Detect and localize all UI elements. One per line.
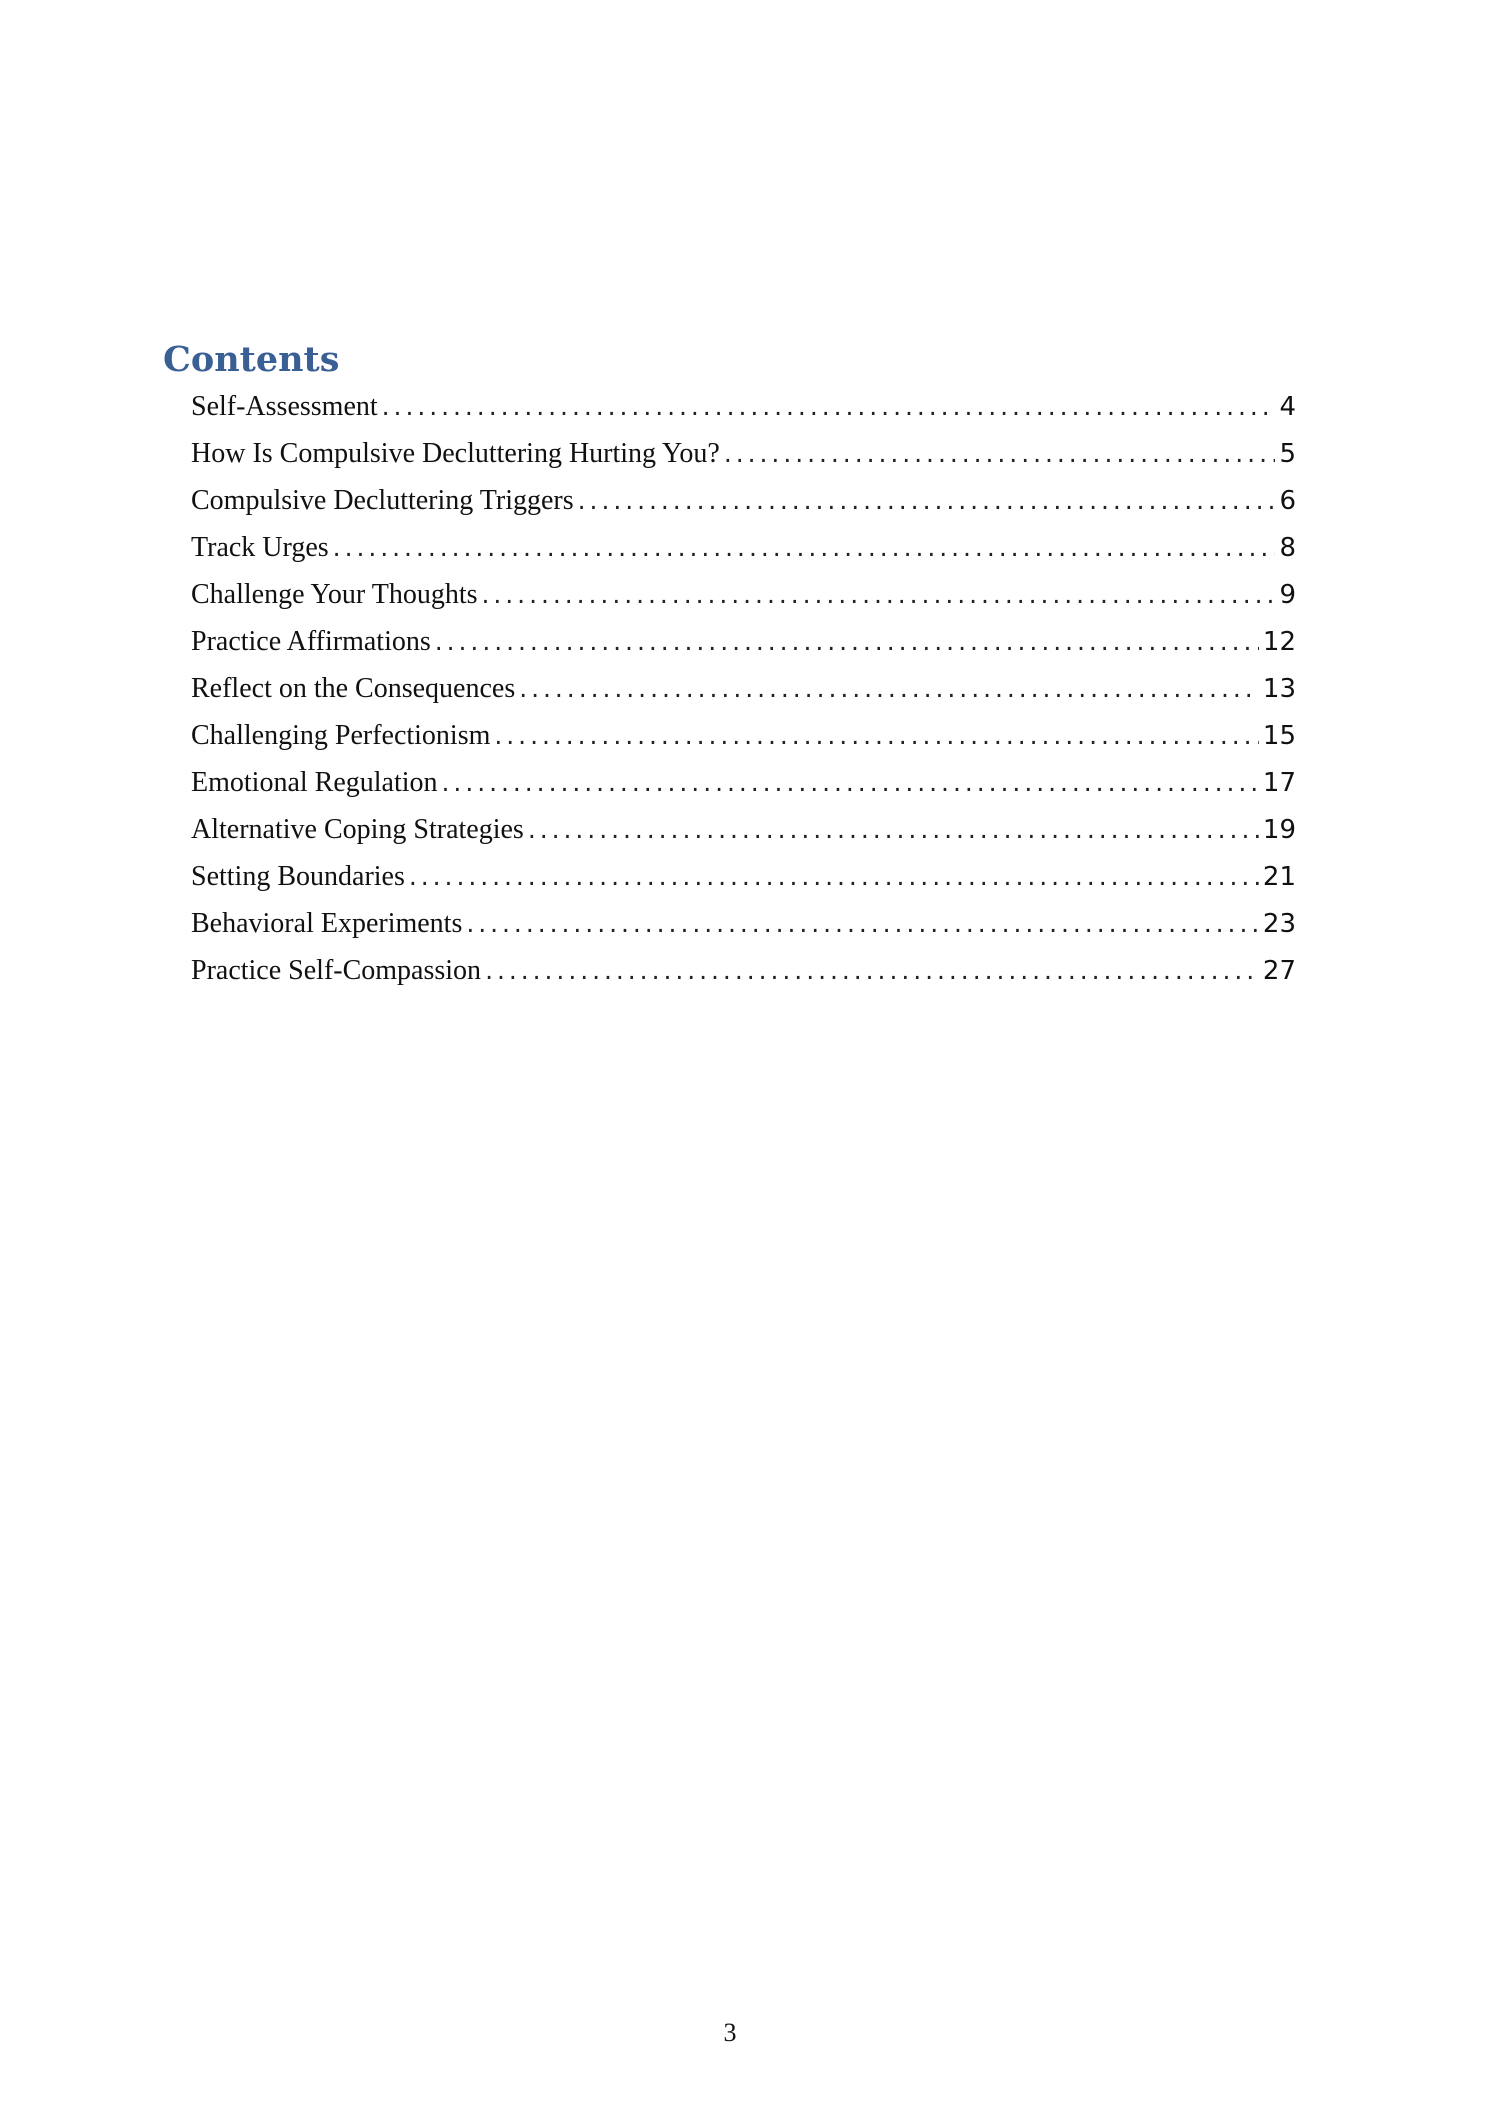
toc-entry-title: Self-Assessment xyxy=(191,391,378,422)
toc-entry-title: Reflect on the Consequences xyxy=(191,673,516,704)
toc-entry-title: Challenge Your Thoughts xyxy=(191,579,478,610)
toc-entry-title: Practice Affirmations xyxy=(191,626,431,657)
toc-dot-leader xyxy=(494,712,1259,759)
table-of-contents xyxy=(191,383,1296,994)
toc-entry[interactable] xyxy=(191,947,1296,994)
toc-dot-leader xyxy=(333,524,1276,571)
toc-entry-page: 6 xyxy=(1279,486,1296,516)
toc-dot-leader xyxy=(578,477,1276,524)
toc-entry-page: 27 xyxy=(1262,956,1296,986)
toc-entry-page: 17 xyxy=(1262,768,1296,798)
toc-dot-leader xyxy=(382,383,1276,430)
toc-entry-page: 8 xyxy=(1279,533,1296,563)
toc-entry[interactable] xyxy=(191,900,1296,947)
toc-dot-leader xyxy=(482,571,1276,618)
toc-entry[interactable] xyxy=(191,430,1296,477)
toc-entry-title: Practice Self-Compassion xyxy=(191,955,482,986)
toc-dot-leader xyxy=(485,947,1259,994)
toc-entry[interactable] xyxy=(191,524,1296,571)
toc-entry[interactable] xyxy=(191,383,1296,430)
toc-entry-page: 9 xyxy=(1279,580,1296,610)
toc-entry-page: 13 xyxy=(1262,674,1296,704)
toc-entry-title: Emotional Regulation xyxy=(191,767,438,798)
toc-entry-title: How Is Compulsive Decluttering Hurting You? xyxy=(191,438,720,469)
toc-entry-page: 21 xyxy=(1262,862,1296,892)
toc-entry-page: 4 xyxy=(1279,392,1296,422)
toc-entry-page: 23 xyxy=(1262,909,1296,939)
page-number: 3 xyxy=(723,2018,737,2047)
toc-entry[interactable] xyxy=(191,665,1296,712)
toc-entry[interactable] xyxy=(191,477,1296,524)
toc-dot-leader xyxy=(442,759,1259,806)
toc-entry-page: 15 xyxy=(1262,721,1296,751)
toc-entry-page: 5 xyxy=(1279,439,1296,469)
toc-entry-title: Compulsive Decluttering Triggers xyxy=(191,485,574,516)
toc-dot-leader xyxy=(519,665,1259,712)
toc-entry[interactable] xyxy=(191,759,1296,806)
toc-heading: Contents xyxy=(163,339,340,380)
toc-entry[interactable] xyxy=(191,571,1296,618)
toc-entry[interactable] xyxy=(191,618,1296,665)
toc-entry-title: Challenging Perfectionism xyxy=(191,720,491,751)
toc-entry[interactable] xyxy=(191,853,1296,900)
toc-entry[interactable] xyxy=(191,712,1296,759)
toc-entry-title: Behavioral Experiments xyxy=(191,908,463,939)
toc-entry-page: 12 xyxy=(1262,627,1296,657)
toc-dot-leader xyxy=(528,806,1259,853)
toc-entry[interactable] xyxy=(191,806,1296,853)
toc-entry-title: Setting Boundaries xyxy=(191,861,405,892)
toc-entry-title: Track Urges xyxy=(191,532,329,563)
toc-dot-leader xyxy=(409,853,1259,900)
toc-entry-page: 19 xyxy=(1262,815,1296,845)
toc-entry-title: Alternative Coping Strategies xyxy=(191,814,524,845)
toc-dot-leader xyxy=(724,430,1276,477)
toc-dot-leader xyxy=(435,618,1259,665)
toc-dot-leader xyxy=(466,900,1259,947)
